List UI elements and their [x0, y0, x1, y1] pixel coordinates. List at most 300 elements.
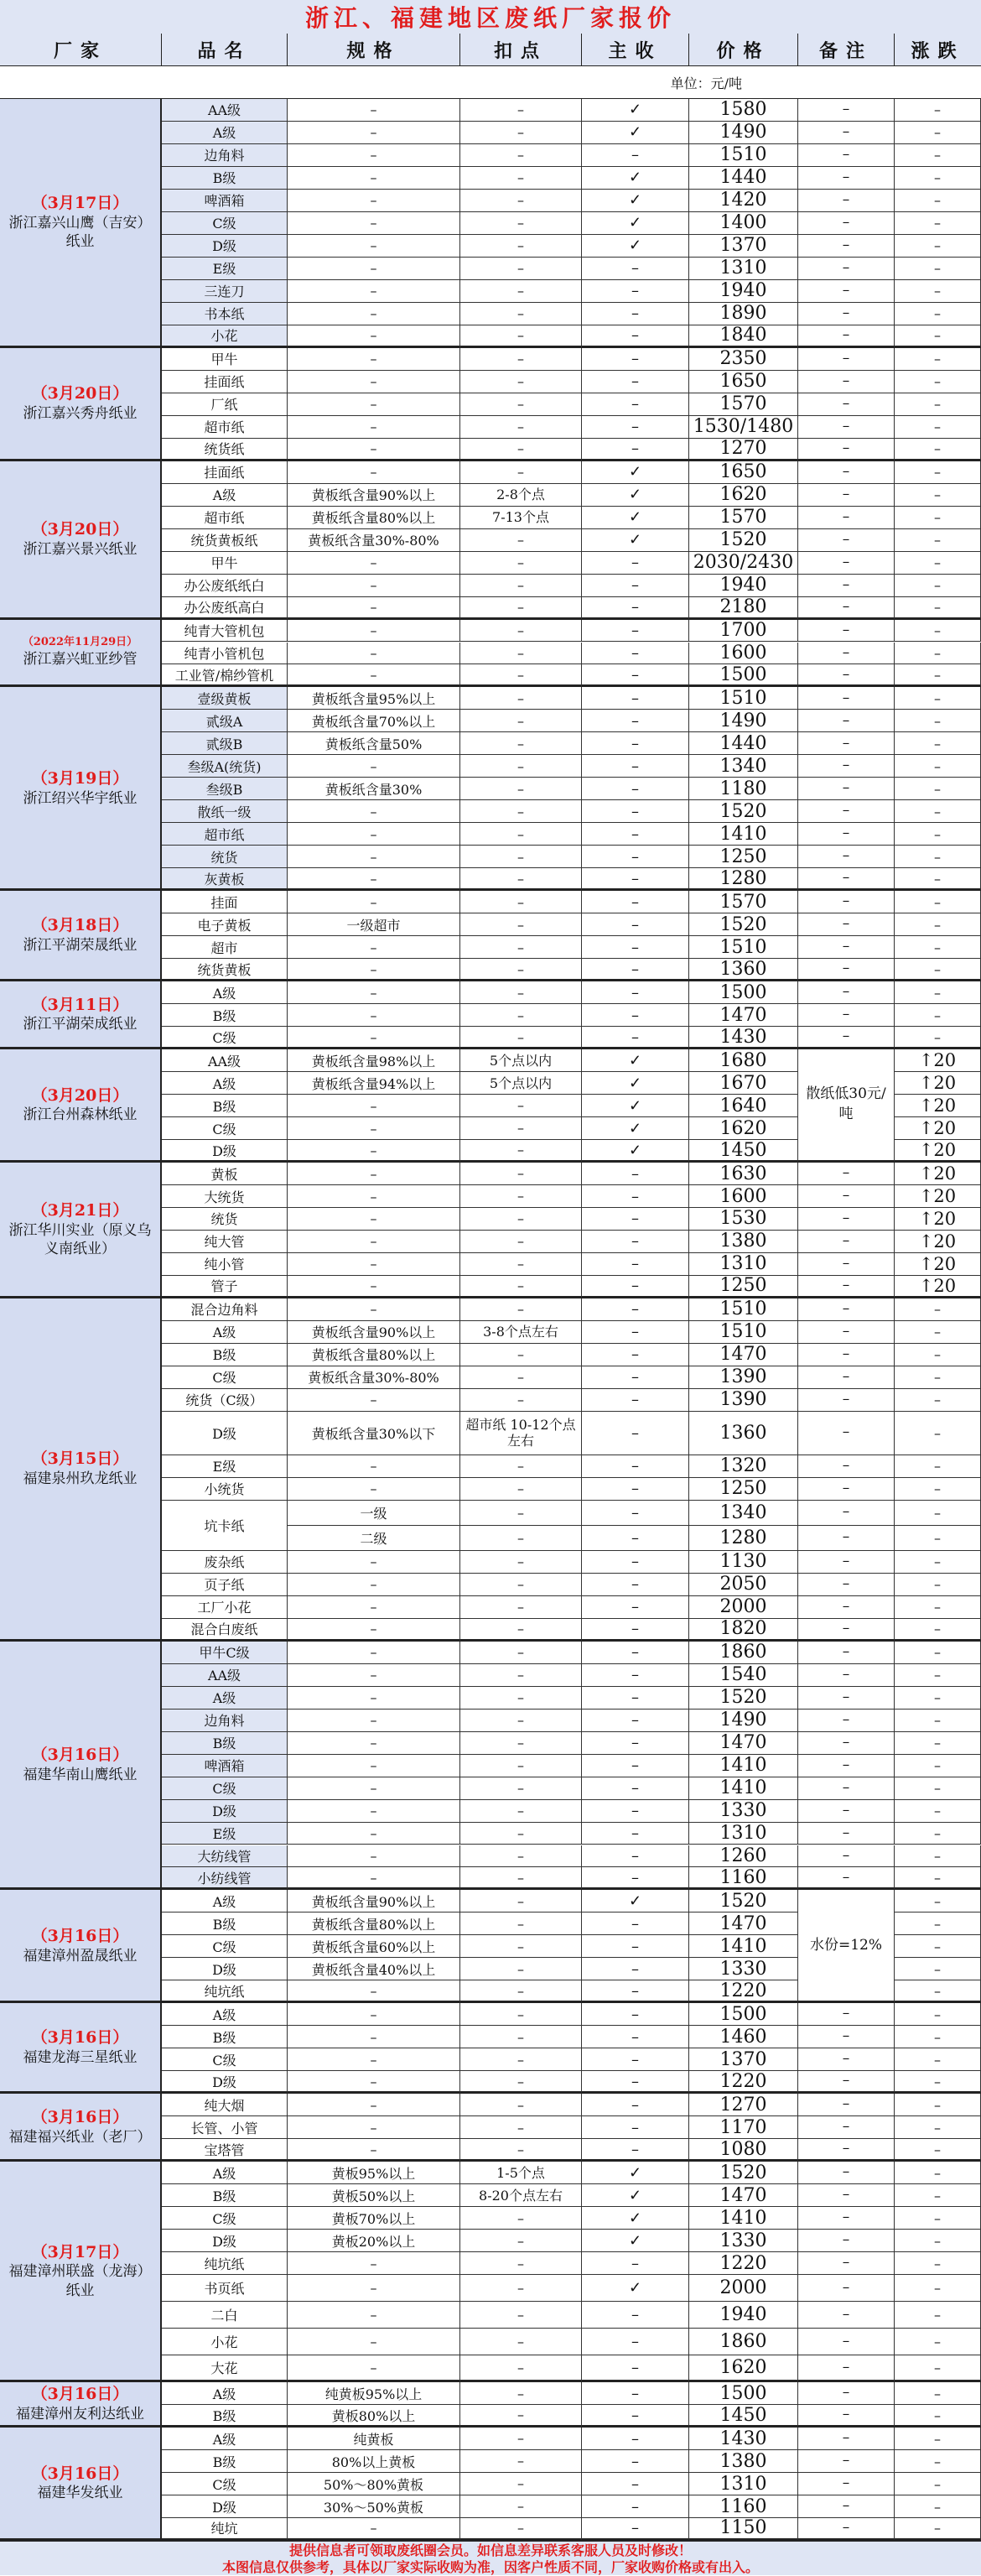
item-cell: 统货 [162, 1208, 288, 1231]
price-cell: 1280 [689, 868, 798, 891]
spec-cell: 黄板纸含量30%-80% [288, 529, 460, 552]
kd-cell: – [460, 959, 582, 981]
note-cell: – [798, 2162, 895, 2184]
zs-cell: – [582, 1276, 689, 1298]
zs-cell: – [582, 1823, 689, 1845]
price-cell: 1510 [689, 936, 798, 959]
change-cell: – [895, 1958, 981, 1980]
item-cell: 纯坑纸 [162, 2252, 288, 2275]
item-cell: 电子黄板 [162, 913, 288, 936]
price-cell: 1500 [689, 664, 798, 687]
spec-cell: 30%～50%黄板 [288, 2495, 460, 2518]
note-cell: – [798, 1185, 895, 1208]
header-price: 价格 [689, 34, 798, 65]
note-cell: – [798, 2355, 895, 2382]
price-cell: 1410 [689, 2207, 798, 2230]
spec-cell: 黄板纸含量50% [288, 732, 460, 755]
item-cell: 办公废纸纸白 [162, 575, 288, 597]
mill-name: 福建泉州玖龙纸业 [23, 1470, 138, 1488]
kd-cell: – [460, 1253, 582, 1276]
zs-cell: – [582, 2473, 689, 2495]
spec-cell: – [288, 1185, 460, 1208]
spec-cell: – [288, 1800, 460, 1823]
kd-cell: – [460, 2518, 582, 2541]
item-cell: 甲牛 [162, 348, 288, 371]
price-cell: 1620 [689, 1117, 798, 1140]
mill-date: （3月16日） [31, 2107, 129, 2126]
item-cell: A级 [162, 2382, 288, 2405]
note-cell: – [798, 1163, 895, 1185]
spec-cell: – [288, 2355, 460, 2382]
mill-cell [0, 2428, 162, 2541]
kd-cell: – [460, 461, 582, 484]
change-cell: – [895, 303, 981, 325]
zs-cell: – [582, 1980, 689, 2003]
change-cell: – [895, 1823, 981, 1845]
kd-cell: – [460, 1344, 582, 1366]
change-cell: – [895, 2207, 981, 2230]
kd-cell: 1-5个点 [460, 2162, 582, 2184]
kd-cell: – [460, 280, 582, 303]
kd-cell: – [460, 167, 582, 190]
zs-cell: – [582, 1163, 689, 1185]
change-cell: ↑20 [895, 1253, 981, 1276]
kd-cell: – [460, 144, 582, 167]
spec-cell: – [288, 1208, 460, 1231]
spec-cell: – [288, 1117, 460, 1140]
change-cell: – [895, 1526, 981, 1551]
spec-cell: – [288, 2252, 460, 2275]
price-cell: 1330 [689, 1800, 798, 1823]
spec-cell: – [288, 393, 460, 416]
mill-cell [0, 2162, 162, 2382]
kd-cell: – [460, 122, 582, 144]
price-cell: 1310 [689, 2473, 798, 2495]
note-cell: – [798, 393, 895, 416]
item-cell: 边角料 [162, 1710, 288, 1732]
change-cell: – [895, 1687, 981, 1710]
mill-date: （3月16日） [31, 1746, 129, 1765]
change-cell: – [895, 1732, 981, 1755]
price-cell: 1370 [689, 235, 798, 258]
price-cell: 1570 [689, 891, 798, 913]
change-cell: – [895, 2048, 981, 2071]
item-cell: C级 [162, 212, 288, 235]
spec-cell: – [288, 1619, 460, 1642]
change-cell: – [895, 597, 981, 620]
spec-cell: 黄板纸含量94%以上 [288, 1072, 460, 1095]
zs-cell: ✓ [582, 507, 689, 529]
note-cell: – [798, 2329, 895, 2355]
change-cell: ↑20 [895, 1095, 981, 1117]
spec-cell: – [288, 2048, 460, 2071]
zs-cell: – [582, 2405, 689, 2428]
kd-cell: – [460, 2405, 582, 2428]
kd-cell: 3-8个点左右 [460, 1321, 582, 1344]
price-cell: 1620 [689, 484, 798, 507]
note-cell: – [798, 575, 895, 597]
mill-date: （3月11日） [31, 995, 129, 1014]
kd-cell: – [460, 710, 582, 732]
mill-cell [0, 1642, 162, 1891]
kd-cell: – [460, 1366, 582, 1389]
spec-cell: – [288, 2026, 460, 2048]
zs-cell: ✓ [582, 461, 689, 484]
zs-cell: – [582, 1027, 689, 1049]
kd-cell: – [460, 2094, 582, 2116]
kd-cell: – [460, 1551, 582, 1574]
item-cell: 书页纸 [162, 2275, 288, 2302]
change-cell: – [895, 2329, 981, 2355]
price-cell: 2350 [689, 348, 798, 371]
price-cell: 1890 [689, 303, 798, 325]
mill-date: （3月16日） [31, 2028, 129, 2048]
item-cell: A级 [162, 1687, 288, 1710]
kd-cell: – [460, 1004, 582, 1027]
spec-cell: – [288, 1755, 460, 1777]
item-cell: B级 [162, 2026, 288, 2048]
change-cell: – [895, 1912, 981, 1935]
item-cell: B级 [162, 1095, 288, 1117]
spec-cell: – [288, 167, 460, 190]
note-cell: – [798, 1366, 895, 1389]
item-cell: 散纸一级 [162, 800, 288, 823]
note-cell: – [798, 1664, 895, 1687]
price-cell: 1360 [689, 1412, 798, 1455]
mill-name: 福建华南山鹰纸业 [23, 1766, 138, 1783]
change-cell: – [895, 99, 981, 122]
zs-cell: – [582, 2450, 689, 2473]
zs-cell: ✓ [582, 2207, 689, 2230]
spec-cell: 黄板20%以上 [288, 2230, 460, 2252]
note-cell: – [798, 325, 895, 348]
price-cell: 1820 [689, 1619, 798, 1642]
spec-cell: – [288, 891, 460, 913]
change-cell: – [895, 1845, 981, 1868]
zs-cell: ✓ [582, 2162, 689, 2184]
unit-label: 单位：元/吨 [0, 65, 981, 99]
mill-cell [0, 99, 162, 348]
spec-cell: – [288, 1027, 460, 1049]
kd-cell: 5个点以内 [460, 1049, 582, 1072]
kd-cell: – [460, 1208, 582, 1231]
change-cell: – [895, 823, 981, 846]
price-cell: 1380 [689, 1231, 798, 1253]
kd-cell: – [460, 2450, 582, 2473]
spec-cell: – [288, 597, 460, 620]
zs-cell: – [582, 2116, 689, 2139]
note-cell: – [798, 710, 895, 732]
header-deduction: 扣点 [460, 34, 582, 65]
note-cell: – [798, 913, 895, 936]
kd-cell: – [460, 2071, 582, 2094]
note-cell: – [798, 1777, 895, 1800]
price-cell: 1330 [689, 2230, 798, 2252]
change-cell: – [895, 348, 981, 371]
mill-date: （3月21日） [31, 1201, 129, 1220]
zs-cell: – [582, 1642, 689, 1664]
zs-cell: – [582, 2026, 689, 2048]
change-cell: – [895, 1412, 981, 1455]
zs-cell: – [582, 1321, 689, 1344]
mill-cell [0, 1049, 162, 1163]
kd-cell: – [460, 2207, 582, 2230]
price-cell: 1570 [689, 393, 798, 416]
price-cell: 1410 [689, 1755, 798, 1777]
note-cell: – [798, 2405, 895, 2428]
zs-cell: – [582, 1619, 689, 1642]
note-cell: – [798, 1344, 895, 1366]
price-cell: 1310 [689, 1823, 798, 1845]
header-main-purchase: 主收 [582, 34, 689, 65]
zs-cell: – [582, 575, 689, 597]
price-cell: 1520 [689, 913, 798, 936]
zs-cell: ✓ [582, 2275, 689, 2302]
kd-cell: – [460, 1526, 582, 1551]
note-cell: – [798, 2139, 895, 2162]
item-cell: B级 [162, 2450, 288, 2473]
zs-cell: – [582, 2003, 689, 2026]
change-cell: – [895, 1455, 981, 1478]
item-cell: 挂面纸 [162, 371, 288, 393]
kd-cell: – [460, 1276, 582, 1298]
price-cell: 1130 [689, 1551, 798, 1574]
kd-cell: – [460, 2355, 582, 2382]
price-cell: 1320 [689, 1455, 798, 1478]
spec-cell: – [288, 461, 460, 484]
kd-cell: – [460, 1095, 582, 1117]
spec-cell: 黄板95%以上 [288, 2162, 460, 2184]
mill-date: （3月19日） [31, 768, 129, 788]
zs-cell: – [582, 1389, 689, 1412]
spec-cell: 黄板纸含量80%以上 [288, 1912, 460, 1935]
zs-cell: – [582, 1664, 689, 1687]
kd-cell: – [460, 1664, 582, 1687]
mill-date: （3月18日） [31, 916, 129, 935]
note-cell: – [798, 1276, 895, 1298]
note-cell: – [798, 258, 895, 280]
zs-cell: – [582, 981, 689, 1004]
note-cell: – [798, 1867, 895, 1890]
kd-cell: – [460, 755, 582, 778]
change-cell: – [895, 710, 981, 732]
item-cell: D级 [162, 2071, 288, 2094]
kd-cell: – [460, 2252, 582, 2275]
kd-cell: – [460, 439, 582, 461]
zs-cell: – [582, 2518, 689, 2541]
price-cell: 1310 [689, 1253, 798, 1276]
zs-cell: ✓ [582, 2184, 689, 2207]
price-cell: 1470 [689, 1344, 798, 1366]
spec-cell: 黄板纸含量80%以上 [288, 507, 460, 529]
price-cell: 1250 [689, 1478, 798, 1501]
item-cell: 管子 [162, 1276, 288, 1298]
spec-cell: – [288, 1823, 460, 1845]
note-cell: – [798, 2230, 895, 2252]
item-cell: 超市纸 [162, 507, 288, 529]
note-cell: – [798, 371, 895, 393]
change-cell: – [895, 212, 981, 235]
note-cell: – [798, 1455, 895, 1478]
kd-cell: – [460, 1619, 582, 1642]
mill-date: （3月20日） [31, 1085, 129, 1105]
zs-cell: – [582, 1755, 689, 1777]
zs-cell: – [582, 2355, 689, 2382]
change-cell: – [895, 2026, 981, 2048]
price-cell: 1530 [689, 1208, 798, 1231]
spec-cell: – [288, 303, 460, 325]
zs-cell: – [582, 1501, 689, 1526]
price-cell: 1510 [689, 687, 798, 710]
change-cell: – [895, 800, 981, 823]
price-cell: 1490 [689, 710, 798, 732]
spec-cell: – [288, 1231, 460, 1253]
kd-cell: – [460, 1298, 582, 1321]
note-cell: – [798, 1253, 895, 1276]
header-note: 备注 [798, 34, 895, 65]
item-cell: AA级 [162, 99, 288, 122]
change-cell: – [895, 2495, 981, 2518]
spec-cell: – [288, 575, 460, 597]
item-cell: 纯坑纸 [162, 1980, 288, 2003]
note-cell: – [798, 1755, 895, 1777]
price-cell: 1440 [689, 167, 798, 190]
zs-cell: – [582, 1710, 689, 1732]
zs-cell: – [582, 1732, 689, 1755]
note-cell: – [798, 1208, 895, 1231]
change-cell: – [895, 484, 981, 507]
item-cell: A级 [162, 122, 288, 144]
price-cell: 1860 [689, 2329, 798, 2355]
price-cell: 2050 [689, 1574, 798, 1596]
zs-cell: ✓ [582, 235, 689, 258]
note-cell: – [798, 1004, 895, 1027]
note-cell: – [798, 1027, 895, 1049]
kd-cell: – [460, 2116, 582, 2139]
zs-cell: – [582, 439, 689, 461]
item-cell: C级 [162, 1117, 288, 1140]
mill-cell [0, 2003, 162, 2094]
change-cell: – [895, 529, 981, 552]
mill-date: （3月15日） [31, 1449, 129, 1469]
price-cell: 1640 [689, 1095, 798, 1117]
kd-cell: – [460, 664, 582, 687]
zs-cell: – [582, 687, 689, 710]
note-cell: – [798, 2518, 895, 2541]
price-cell: 1220 [689, 2252, 798, 2275]
note-cell: – [798, 868, 895, 891]
kd-cell: – [460, 981, 582, 1004]
spec-cell: – [288, 325, 460, 348]
item-cell: D级 [162, 235, 288, 258]
kd-cell: – [460, 1755, 582, 1777]
item-cell: C级 [162, 1027, 288, 1049]
item-cell: A级 [162, 2003, 288, 2026]
note-cell: – [798, 643, 895, 665]
item-cell: 小花 [162, 2329, 288, 2355]
change-cell: – [895, 2071, 981, 2094]
item-cell: 工厂小花 [162, 1596, 288, 1619]
zs-cell: – [582, 1478, 689, 1501]
change-cell: – [895, 981, 981, 1004]
item-cell: 统货黄板 [162, 959, 288, 981]
spec-cell: 黄板纸含量40%以上 [288, 1958, 460, 1980]
change-cell: – [895, 190, 981, 212]
kd-cell: – [460, 1823, 582, 1845]
spec-cell: 黄板纸含量95%以上 [288, 687, 460, 710]
zs-cell: ✓ [582, 122, 689, 144]
price-cell: 1410 [689, 1777, 798, 1800]
price-cell: 1250 [689, 846, 798, 868]
kd-cell: 7-13个点 [460, 507, 582, 529]
spec-cell: – [288, 2139, 460, 2162]
price-cell: 1450 [689, 1140, 798, 1163]
mill-name: 浙江绍兴华宇纸业 [23, 789, 138, 807]
price-cell: 1470 [689, 1732, 798, 1755]
note-cell: – [798, 755, 895, 778]
mill-cell [0, 620, 162, 688]
zs-cell: – [582, 1800, 689, 1823]
change-cell: – [895, 959, 981, 981]
zs-cell: – [582, 1344, 689, 1366]
header-spec: 规格 [288, 34, 460, 65]
price-cell: 1260 [689, 1845, 798, 1868]
price-cell: 1410 [689, 823, 798, 846]
note-cell: – [798, 348, 895, 371]
change-cell: – [895, 144, 981, 167]
item-cell: 灰黄板 [162, 868, 288, 891]
change-cell: – [895, 936, 981, 959]
item-cell: B级 [162, 1004, 288, 1027]
item-cell: AA级 [162, 1664, 288, 1687]
note-cell: – [798, 2184, 895, 2207]
note-cell: – [798, 529, 895, 552]
spec-cell: 二级 [288, 1526, 460, 1551]
item-cell: 纯坑 [162, 2518, 288, 2541]
kd-cell: – [460, 2026, 582, 2048]
mill-cell [0, 2382, 162, 2428]
spec-cell: 黄板70%以上 [288, 2207, 460, 2230]
change-cell: – [895, 2162, 981, 2184]
price-cell: 1600 [689, 1185, 798, 1208]
zs-cell: – [582, 371, 689, 393]
mill-name: 福建龙海三星纸业 [23, 2049, 138, 2067]
footer-line-1: 提供信息者可领取废纸圈会员。如信息差异联系客服人员及时修改！ [288, 2542, 692, 2558]
spec-cell: – [288, 2116, 460, 2139]
note-cell: – [798, 2302, 895, 2329]
item-cell: A级 [162, 2162, 288, 2184]
change-cell: – [895, 1298, 981, 1321]
note-cell: – [798, 1321, 895, 1344]
price-cell: 1490 [689, 1710, 798, 1732]
zs-cell: – [582, 2252, 689, 2275]
zs-cell: – [582, 846, 689, 868]
spec-cell: – [288, 1276, 460, 1298]
change-cell: ↑20 [895, 1208, 981, 1231]
kd-cell: – [460, 1958, 582, 1980]
note-cell: – [798, 2003, 895, 2026]
note-cell: – [798, 1823, 895, 1845]
zs-cell: ✓ [582, 484, 689, 507]
item-cell: 大统货 [162, 1185, 288, 1208]
note-cell: – [798, 2275, 895, 2302]
item-cell: C级 [162, 2473, 288, 2495]
item-cell: 边角料 [162, 144, 288, 167]
item-cell: 统货（C级） [162, 1389, 288, 1412]
price-cell: 1390 [689, 1389, 798, 1412]
spec-cell: – [288, 1298, 460, 1321]
header-item: 品名 [162, 34, 288, 65]
